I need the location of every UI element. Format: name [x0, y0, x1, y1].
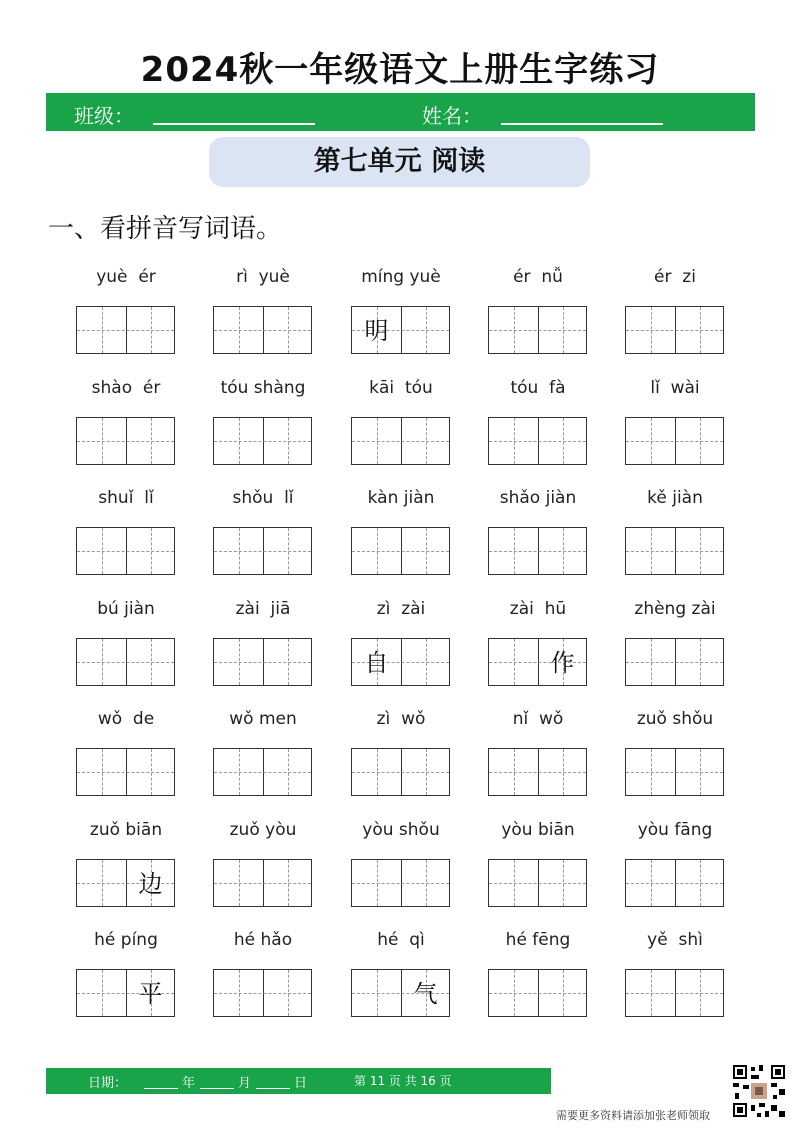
hanzi-char [538, 860, 587, 908]
class-label: 班级： [74, 104, 134, 128]
page-title: 2024秋一年级语文上册生字练习 [140, 50, 660, 90]
writing-box[interactable] [76, 859, 175, 907]
hanzi-char [126, 639, 175, 687]
date-label: 日期： [88, 1076, 128, 1091]
day-field[interactable] [256, 1088, 290, 1089]
name-label: 姓名： [422, 104, 482, 128]
pinyin-label: shuǐ lǐ [98, 488, 154, 508]
pinyin-label: kě jiàn [647, 488, 703, 508]
writing-box[interactable] [351, 748, 450, 796]
writing-box[interactable] [625, 527, 724, 575]
pinyin-label: nǐ wǒ [512, 709, 564, 729]
writing-box[interactable] [488, 859, 587, 907]
hanzi-char [77, 528, 126, 576]
hanzi-char [401, 860, 450, 908]
hanzi-char [77, 639, 126, 687]
hanzi-char [263, 970, 312, 1018]
pinyin-label: zài jiā [235, 598, 291, 619]
writing-box[interactable] [351, 859, 450, 907]
writing-box[interactable] [76, 638, 175, 686]
hanzi-char [675, 528, 724, 576]
hanzi-char [489, 528, 538, 576]
hanzi-char [401, 307, 450, 355]
pinyin-label: hé hǎo [233, 930, 293, 950]
hanzi-char [77, 860, 126, 908]
pinyin-label: yòu biān [501, 819, 575, 840]
writing-box[interactable] [488, 417, 587, 465]
pinyin-label: tóu fà [510, 377, 566, 398]
hanzi-char [263, 418, 312, 466]
hanzi-char [675, 307, 724, 355]
pinyin-label: zuǒ shǒu [636, 709, 714, 729]
writing-box[interactable] [76, 306, 175, 354]
pinyin-label: kāi tóu [369, 377, 433, 398]
hanzi-char [263, 860, 312, 908]
hanzi-char [675, 970, 724, 1018]
hanzi-char [626, 528, 675, 576]
pinyin-label: yòu fāng [637, 819, 713, 840]
pinyin-label: ér nǚ [513, 267, 563, 287]
pinyin-label: wǒ de [97, 709, 155, 729]
day-label: 日 [294, 1076, 308, 1091]
hanzi-char [675, 749, 724, 797]
writing-box[interactable] [351, 417, 450, 465]
year-label: 年 [182, 1076, 196, 1091]
hanzi-char: 平 [138, 980, 163, 1008]
hanzi-char [352, 860, 401, 908]
hanzi-char [77, 749, 126, 797]
hanzi-char [214, 418, 263, 466]
hanzi-char [626, 860, 675, 908]
hanzi-char [489, 860, 538, 908]
hanzi-char [489, 970, 538, 1018]
pinyin-label: shào ér [91, 377, 161, 398]
pinyin-label: hé fēng [505, 930, 571, 950]
student-info-bar [46, 93, 755, 131]
hanzi-char [626, 418, 675, 466]
hanzi-char: 作 [550, 648, 575, 677]
writing-box[interactable] [213, 969, 312, 1017]
hanzi-char [626, 749, 675, 797]
class-field[interactable] [153, 123, 315, 125]
qr-code-icon [731, 1063, 787, 1119]
pinyin-label: hé píng [94, 930, 158, 950]
hanzi-char: 气 [413, 980, 438, 1008]
footer-note: 需要更多资料请添加张老师领取 [556, 1109, 710, 1122]
month-label: 月 [238, 1076, 252, 1091]
writing-box[interactable] [625, 748, 724, 796]
hanzi-char [352, 749, 401, 797]
writing-box[interactable] [76, 748, 175, 796]
hanzi-char [263, 639, 312, 687]
writing-box[interactable] [351, 638, 450, 686]
writing-box[interactable] [76, 969, 175, 1017]
pinyin-label: bú jiàn [97, 598, 155, 619]
hanzi-char [626, 970, 675, 1018]
pinyin-label: yuè ér [96, 267, 156, 287]
hanzi-char [263, 307, 312, 355]
pinyin-label: yòu shǒu [362, 819, 440, 840]
month-field[interactable] [200, 1088, 234, 1089]
hanzi-char [263, 749, 312, 797]
writing-box[interactable] [351, 527, 450, 575]
unit-title: 第七单元 阅读 [209, 137, 590, 187]
writing-box[interactable] [351, 969, 450, 1017]
hanzi-char [401, 749, 450, 797]
hanzi-char [77, 418, 126, 466]
writing-box[interactable] [625, 859, 724, 907]
hanzi-char [401, 418, 450, 466]
hanzi-char: 自 [364, 648, 389, 677]
pinyin-label: zuǒ yòu [229, 819, 297, 840]
hanzi-char [352, 528, 401, 576]
pinyin-label: yě shì [647, 930, 703, 950]
footer-bar [46, 1068, 551, 1094]
hanzi-char [77, 970, 126, 1018]
writing-box[interactable] [488, 638, 587, 686]
writing-box[interactable] [488, 969, 587, 1017]
hanzi-char [489, 418, 538, 466]
writing-box[interactable] [76, 417, 175, 465]
writing-box[interactable] [625, 969, 724, 1017]
section-title: 一、看拼音写词语。 [48, 214, 283, 244]
hanzi-char [214, 307, 263, 355]
page-info: 第 11 页 共 16 页 [354, 1074, 452, 1088]
writing-box[interactable] [213, 306, 312, 354]
hanzi-char [401, 639, 450, 687]
pinyin-label: zì zài [376, 598, 426, 619]
year-field[interactable] [144, 1088, 178, 1089]
hanzi-char [126, 528, 175, 576]
writing-box[interactable] [488, 748, 587, 796]
hanzi-char [626, 307, 675, 355]
hanzi-char: 边 [138, 869, 163, 898]
hanzi-char [77, 307, 126, 355]
name-field[interactable] [501, 123, 663, 125]
hanzi-char [489, 307, 538, 355]
pinyin-label: zhèng zài [634, 598, 716, 619]
hanzi-char [489, 639, 538, 687]
pinyin-label: wǒ men [229, 709, 297, 729]
pinyin-label: shǒu lǐ [232, 488, 294, 508]
pinyin-label: rì yuè [236, 267, 290, 287]
pinyin-label: kàn jiàn [367, 488, 435, 508]
writing-box[interactable] [488, 306, 587, 354]
hanzi-char [214, 970, 263, 1018]
hanzi-char [126, 418, 175, 466]
writing-box[interactable] [625, 638, 724, 686]
pinyin-label: ér zi [654, 267, 696, 287]
writing-box[interactable] [213, 638, 312, 686]
hanzi-char [214, 749, 263, 797]
hanzi-char [538, 749, 587, 797]
writing-box[interactable] [351, 306, 450, 354]
hanzi-char [538, 418, 587, 466]
hanzi-char [401, 528, 450, 576]
hanzi-char [538, 528, 587, 576]
writing-box[interactable] [213, 417, 312, 465]
hanzi-char [263, 528, 312, 576]
hanzi-char [214, 528, 263, 576]
hanzi-char [675, 418, 724, 466]
hanzi-char [214, 860, 263, 908]
hanzi-char [352, 970, 401, 1018]
hanzi-char [626, 639, 675, 687]
hanzi-char [675, 639, 724, 687]
pinyin-label: tóu shàng [220, 377, 306, 398]
pinyin-label: zì wǒ [376, 709, 426, 729]
pinyin-label: lǐ wài [650, 377, 700, 398]
pinyin-label: míng yuè [361, 267, 441, 287]
writing-box[interactable] [488, 527, 587, 575]
pinyin-label: shǎo jiàn [499, 488, 577, 508]
pinyin-label: hé qì [377, 930, 425, 950]
hanzi-char [538, 307, 587, 355]
writing-box[interactable] [213, 859, 312, 907]
hanzi-char [214, 639, 263, 687]
hanzi-char [126, 307, 175, 355]
writing-box[interactable] [625, 306, 724, 354]
writing-box[interactable] [625, 417, 724, 465]
hanzi-char [352, 418, 401, 466]
writing-box[interactable] [76, 527, 175, 575]
pinyin-label: zuǒ biān [89, 819, 163, 840]
writing-box[interactable] [213, 527, 312, 575]
hanzi-char: 明 [364, 317, 389, 345]
pinyin-label: zài hū [509, 598, 567, 619]
hanzi-char [538, 970, 587, 1018]
hanzi-char [126, 749, 175, 797]
writing-box[interactable] [213, 748, 312, 796]
hanzi-char [489, 749, 538, 797]
hanzi-char [675, 860, 724, 908]
